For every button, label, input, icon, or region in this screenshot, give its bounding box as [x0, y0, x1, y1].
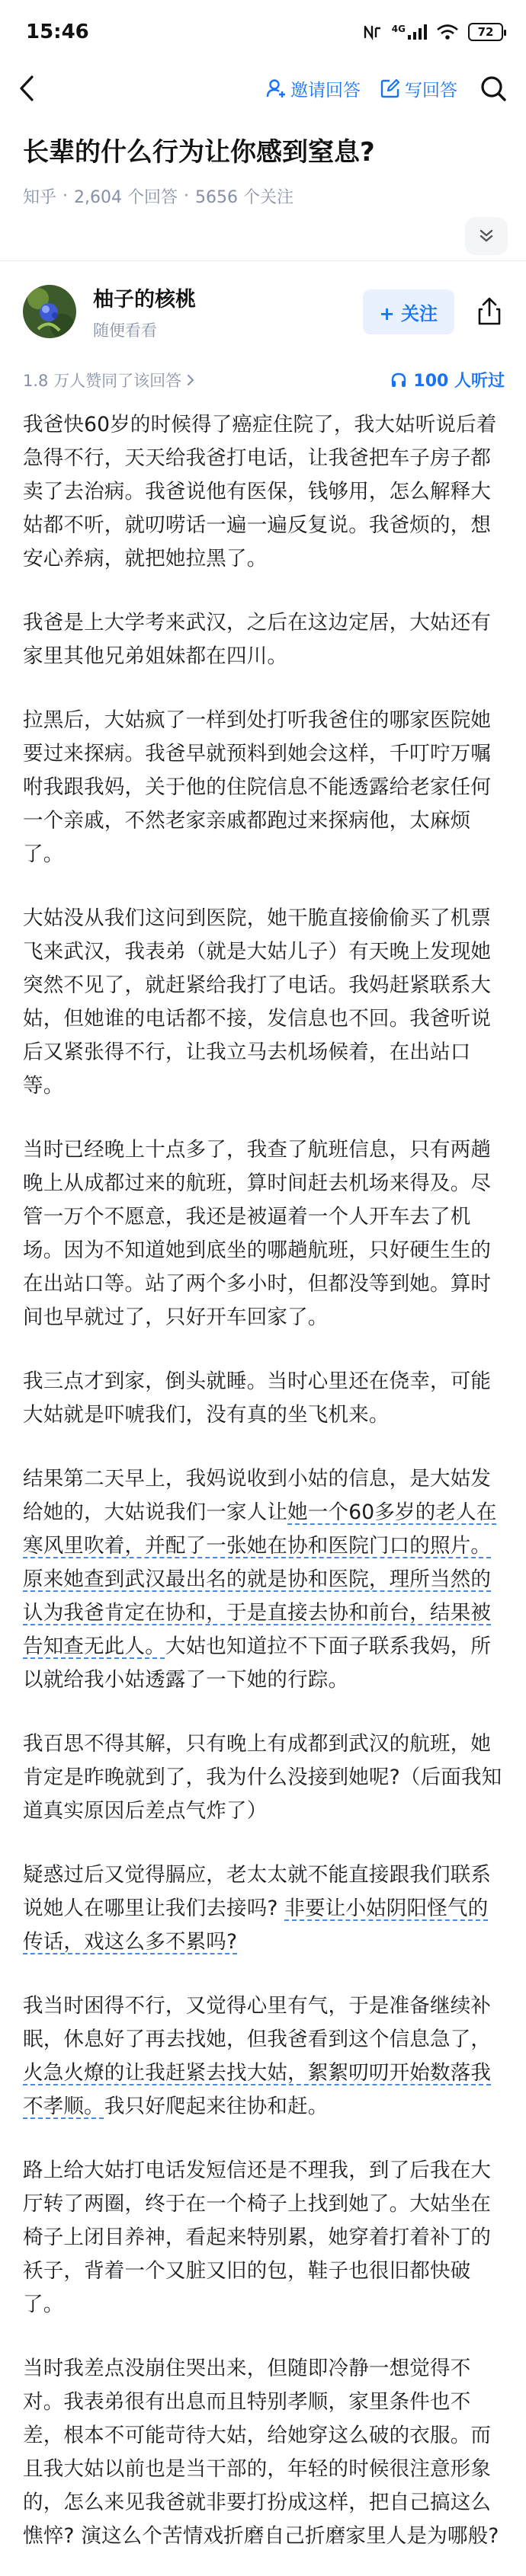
- share-button[interactable]: [474, 295, 505, 328]
- paragraph-text: 拉黑后，大姑疯了一样到处打听我爸住的哪家医院她要过来探病。我爸早就预料到她会这样，千叮咛万嘱咐我跟我妈，关于他的住院信息不能透露给老家任何一个亲戚，不然老家亲戚都跑过来探病他，太麻烦了。: [23, 708, 492, 866]
- back-arrow-icon: [18, 75, 35, 102]
- answer-paragraph: [23, 1133, 503, 1334]
- listen-button[interactable]: [390, 368, 505, 392]
- back-button[interactable]: [18, 73, 49, 104]
- answer-paragraph: [23, 1462, 503, 1697]
- answer-count: 2,604 个回答: [74, 188, 178, 207]
- answer-paragraph: [23, 2352, 503, 2553]
- avatar[interactable]: [23, 285, 76, 338]
- answer-paragraph: [23, 606, 503, 673]
- share-icon: [476, 297, 502, 326]
- author-name[interactable]: 柚子的核桃: [93, 287, 196, 312]
- answer-paragraph: [23, 408, 503, 576]
- write-answer-label: 写回答: [405, 80, 457, 101]
- search-icon: [479, 75, 507, 102]
- answer-paragraph: [23, 1858, 503, 1959]
- status-time: 15:46: [26, 21, 89, 43]
- author-row: [0, 261, 526, 345]
- collapse-button[interactable]: [465, 217, 508, 255]
- collapse-row: [0, 223, 526, 261]
- paragraph-text: 我爸是上大学考来武汉，之后在这边定居，大姑还有家里其他兄弟姐妹都在四川。: [23, 611, 492, 668]
- headphones-icon: [390, 372, 407, 388]
- nfc-icon: [363, 24, 383, 40]
- battery-level: 72: [477, 25, 494, 39]
- vote-row: [0, 345, 526, 392]
- question-source: 知乎: [23, 188, 57, 207]
- answer-paragraph: [23, 704, 503, 871]
- invite-answer-button[interactable]: [266, 76, 361, 101]
- paragraph-text: 疑惑过后又觉得膈应，老太太就不能直接跟我们联系说她人在哪里让我们去接吗?: [23, 1863, 492, 1920]
- listen-count: 100 人听过: [413, 372, 505, 391]
- meta-separator: ·: [184, 187, 189, 206]
- answer-paragraph: [23, 902, 503, 1103]
- follower-count: 5656 个关注: [195, 188, 293, 207]
- follow-button[interactable]: + 关注: [363, 289, 454, 334]
- paragraph-text: 结果第二天早上，我妈说收到小姑的信息，是大姑发给她的，大姑说我们一家人让: [23, 1467, 492, 1524]
- edit-icon: [380, 78, 400, 98]
- highlighted-passage[interactable]: 火急火燎的让我赶紧去找大姑，絮絮叨叨开始数落我不孝顺。: [23, 2061, 492, 2118]
- paragraph-text: 路上给大姑打电话发短信还是不理我，到了后我在大厅转了两圈，终于在一个椅子上找到她了。大姑坐在椅子上闭目养神，看起来特别累，她穿着打着补丁的袄子，背着一个又脏又旧的包，鞋子也很旧都快破了。: [23, 2159, 492, 2316]
- chevron-double-down-icon: [477, 227, 496, 245]
- top-nav-bar: [0, 64, 526, 113]
- paragraph-text: 当时我差点没崩住哭出来，但随即冷静一想觉得不对。我表弟很有出息而且特别孝顺，家里条件也不差，根本不可能苛待大姑，给她穿这么破的衣服。而且我大姑以前也是当干部的，年轻的时候很注意形象的，怎么来见我爸就非要打扮成这样，把自己搞这么憔悴? 演这么个苦情戏折磨自己折磨家里人是为哪般?: [23, 2357, 499, 2548]
- answer-paragraph: [23, 1365, 503, 1432]
- highlighted-passage[interactable]: 非要让小姑阴阳怪气的传话，戏这么多不累吗?: [23, 1897, 489, 1954]
- answer-paragraph: [23, 1727, 503, 1828]
- paragraph-text: 我百思不得其解，只有晚上有成都到武汉的航班，她肯定是昨晚就到了，我为什么没接到她呢?（后面我知道真实原因后差点气炸了）: [23, 1732, 502, 1823]
- highlighted-passage[interactable]: 她一个60多岁的老人在寒风里吹着，并配了一张她在协和医院门口的照片。原来她查到武汉最出名的就是协和医院，理所当然的认为我爸肯定在协和，于是直接去协和前台，结果被告知查无此人。: [23, 1501, 497, 1658]
- question-header: [0, 113, 526, 208]
- paragraph-text: 大姑也知道拉不下面子联系我妈，所以就给我小姑透露了一下她的行踪。: [23, 1635, 492, 1692]
- meta-separator: ·: [63, 187, 69, 206]
- answer-content: [0, 392, 526, 2553]
- answer-paragraph: [23, 2154, 503, 2322]
- answer-paragraph: [23, 1990, 503, 2124]
- status-bar: [0, 0, 526, 64]
- cellular-signal-icon: [392, 24, 427, 40]
- question-meta: [23, 184, 503, 208]
- vote-summary[interactable]: [23, 369, 195, 392]
- invite-answer-label: 邀请回答: [290, 80, 361, 101]
- author-info: [93, 283, 363, 341]
- invite-user-icon: [266, 78, 286, 98]
- network-type: 4G: [391, 24, 406, 34]
- paragraph-text: 我只好爬起来往协和赶。: [104, 2095, 329, 2118]
- chevron-right-icon: [186, 373, 195, 387]
- nav-actions: [266, 72, 509, 104]
- status-indicators: [363, 23, 503, 41]
- question-title[interactable]: 长辈的什么行为让你感到窒息?: [23, 137, 375, 168]
- vote-count: 1.8 万人赞同了该回答: [23, 371, 182, 390]
- battery-icon: [468, 23, 503, 41]
- search-button[interactable]: [477, 72, 509, 104]
- paragraph-text: 我爸快60岁的时候得了癌症住院了，我大姑听说后着急得不行，天天给我爸打电话，让我爸把车子房子都卖了去治病。我爸说他有医保，钱够用，怎么解释大姑都不听，就叨唠话一遍一遍反复说。我爸烦的，想安心养病，就把她拉黑了。: [23, 413, 497, 570]
- paragraph-text: 当时已经晚上十点多了，我查了航班信息，只有两趟晚上从成都过来的航班，算时间赶去机场来得及。尽管一万个不愿意，我还是被逼着一个人开车去了机场。因为不知道她到底坐的哪趟航班，只好硬生生的在出站口等。站了两个多小时，但都没等到她。算时间也早就过了，只好开车回家了。: [23, 1138, 492, 1329]
- paragraph-text: 我三点才到家，倒头就睡。当时心里还在侥幸，可能大姑就是吓唬我们，没有真的坐飞机来。: [23, 1369, 492, 1427]
- paragraph-text: 大姑没从我们这问到医院，她干脆直接偷偷买了机票飞来武汉，我表弟（就是大姑儿子）有天晚上发现她突然不见了，就赶紧给我打了电话。我妈赶紧联系大姑，但她谁的电话都不接，发信息也不回。我爸听说后又紧张得不行，让我立马去机场候着，在出站口等。: [23, 906, 492, 1098]
- wifi-icon: [436, 24, 459, 40]
- paragraph-text: 我当时困得不行，又觉得心里有气，于是准备继续补眠，休息好了再去找她，但我爸看到这个信息急了，: [23, 1994, 492, 2051]
- write-answer-button[interactable]: [380, 76, 457, 101]
- author-subtitle: 随便看看: [93, 321, 157, 340]
